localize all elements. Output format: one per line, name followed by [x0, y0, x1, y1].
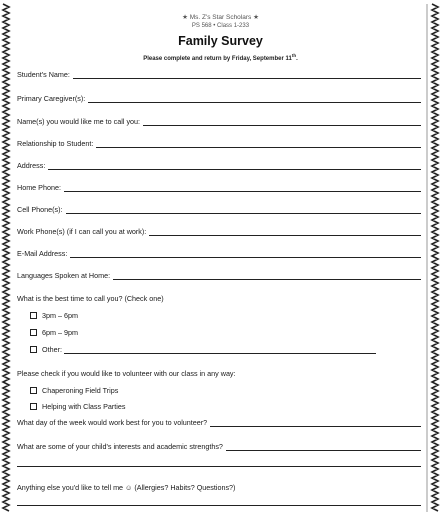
interests-field[interactable] [226, 443, 421, 451]
primary-caregiver-label: Primary Caregiver(s): [17, 94, 86, 103]
address-label: Address: [17, 161, 46, 170]
languages-label: Languages Spoken at Home: [17, 271, 111, 280]
languages-field[interactable] [113, 272, 421, 280]
other-time-field[interactable] [64, 346, 376, 354]
work-phone-label: Work Phone(s) (if I can call you at work): [17, 227, 147, 236]
interests-extra-line[interactable] [17, 466, 421, 467]
email-field[interactable] [70, 250, 421, 258]
left-zigzag-border [3, 4, 9, 511]
checkbox[interactable] [30, 387, 37, 394]
instruction-text: Please complete and return by Friday, September 11 [143, 56, 292, 62]
call-time-option-label: Other: [42, 345, 62, 354]
cell-phone-label: Cell Phone(s): [17, 205, 63, 214]
volunteer-option-1[interactable] [30, 386, 118, 395]
cell-phone-field[interactable] [66, 206, 421, 214]
instruction-suffix: th [291, 53, 297, 58]
relationship-row [17, 139, 421, 148]
home-phone-row [17, 183, 421, 192]
cell-phone-row [17, 205, 421, 214]
preferred-name-field[interactable] [143, 118, 421, 126]
home-phone-label: Home Phone: [17, 183, 61, 192]
call-time-option-label: 6pm – 9pm [42, 328, 78, 337]
volunteer-option-label: Helping with Class Parties [42, 402, 126, 411]
preferred-name-label: Name(s) you would like me to call you: [17, 117, 141, 126]
call-time-option-2[interactable] [30, 328, 78, 337]
checkbox[interactable] [30, 346, 37, 353]
interests-row [17, 442, 421, 451]
page-title: Family Survey [178, 34, 263, 48]
class-info: PS 568 • Class 1-233 [191, 23, 250, 29]
call-time-question: What is the best time to call you? (Check one) [17, 294, 164, 303]
call-time-option-other[interactable] [30, 345, 376, 354]
address-row [17, 161, 421, 170]
relationship-field[interactable] [96, 140, 421, 148]
volunteer-option-label: Chaperoning Field Trips [42, 386, 119, 395]
interests-label: What are some of your child's interests and academic strengths? [17, 442, 223, 451]
primary-caregiver-field[interactable] [88, 95, 421, 103]
right-zigzag-border [432, 4, 438, 511]
instruction-end: . [296, 56, 298, 62]
volunteer-day-row [17, 418, 421, 427]
student-name-label: Student's Name: [17, 70, 70, 79]
checkbox[interactable] [30, 312, 37, 319]
work-phone-row [17, 227, 421, 236]
anything-else-line[interactable] [17, 505, 421, 506]
volunteer-option-2[interactable] [30, 402, 126, 411]
work-phone-field[interactable] [149, 228, 421, 236]
volunteer-day-label: What day of the week would work best for you to volunteer? [17, 418, 208, 427]
volunteer-question: Please check if you would like to volunteer with our class in any way: [17, 369, 236, 378]
call-time-option-1[interactable] [30, 311, 78, 320]
preferred-name-row [17, 117, 421, 126]
student-name-field[interactable] [73, 71, 421, 79]
checkbox[interactable] [30, 329, 37, 336]
primary-caregiver-row [17, 94, 421, 103]
return-instruction [0, 53, 441, 62]
email-row [17, 249, 421, 258]
organization-name: ★ Ms. Z's Star Scholars ★ [182, 14, 259, 21]
languages-row [17, 271, 421, 280]
relationship-label: Relationship to Student: [17, 139, 94, 148]
student-name-row [17, 70, 421, 79]
checkbox[interactable] [30, 403, 37, 410]
call-time-option-label: 3pm – 6pm [42, 311, 78, 320]
volunteer-day-field[interactable] [210, 419, 421, 427]
address-field[interactable] [48, 162, 421, 170]
email-label: E-Mail Address: [17, 249, 68, 258]
home-phone-field[interactable] [64, 184, 421, 192]
anything-else-question: Anything else you'd like to tell me ☺ (Allergies? Habits? Questions?) [17, 483, 236, 492]
